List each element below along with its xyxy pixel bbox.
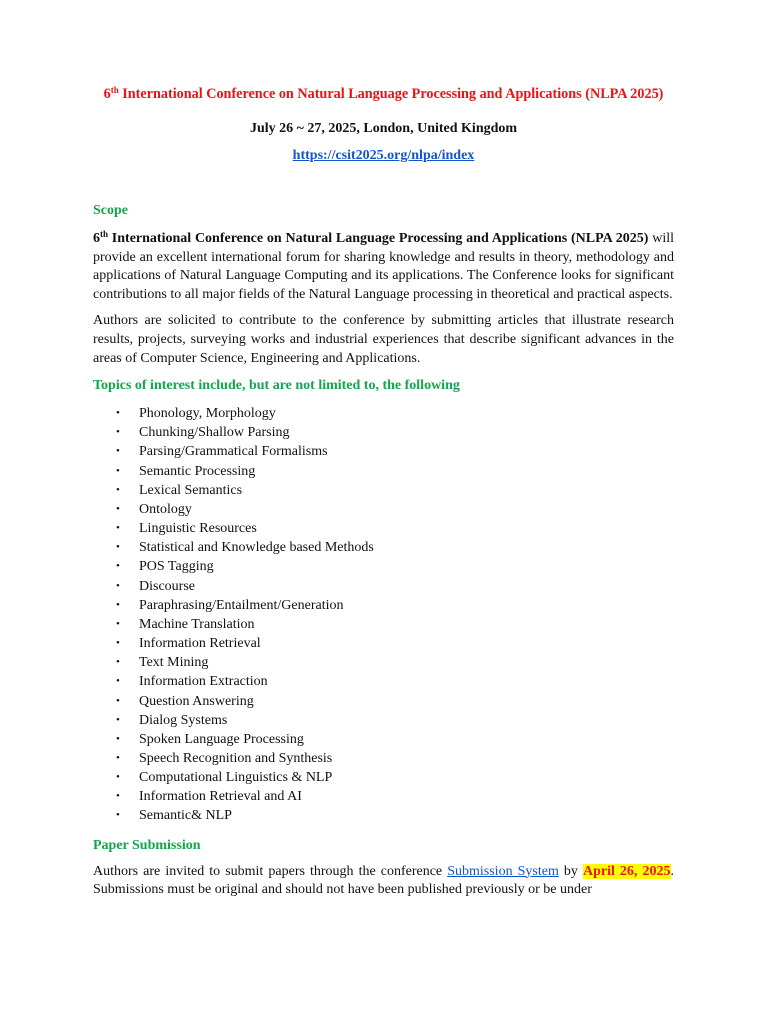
bullet-icon: • — [116, 675, 120, 688]
scope-heading: Scope — [93, 203, 128, 218]
conference-url-link[interactable]: https://csit2025.org/nlpa/index — [292, 148, 475, 163]
list-item — [116, 423, 674, 442]
scope-ordinal: 6 — [93, 231, 100, 246]
bullet-icon: • — [116, 694, 120, 707]
conference-dates-location: July 26 ~ 27, 2025, London, United Kingdom — [249, 121, 518, 136]
title-text: International Conference on Natural Language Processing and Applications (NLPA 2025) — [118, 86, 664, 102]
authors-paragraph: Authors are solicited to contribute to the conference by submitting articles that illustrate research results, projects, surveying works and industrial experiences that describe significant advances in the areas of Computer Science, Engineering and Applications. — [93, 313, 674, 366]
scope-paragraph — [93, 230, 674, 304]
submission-text-after: . Submissions must be original and should not have been published previously or be under — [93, 863, 674, 898]
scope-description: will provide an excellent international forum for sharing knowledge and results in theory, methodology and applications of Natural Language Computing and its applications. The Conference looks for significant contributions to all major fields of the Natural Language processing in theoretical and practical aspects. — [93, 231, 675, 302]
topic-label: Lexical Semantics — [139, 482, 243, 498]
list-item — [116, 787, 674, 806]
bullet-icon: • — [116, 426, 120, 439]
list-item — [116, 634, 674, 653]
list-item — [116, 519, 674, 538]
list-item — [116, 768, 674, 787]
list-item — [116, 806, 674, 825]
topics-heading: Topics of interest include, but are not limited to, the following — [93, 378, 460, 394]
topic-label: Parsing/Grammatical Formalisms — [139, 444, 328, 460]
list-item — [116, 404, 674, 423]
topic-label: Statistical and Knowledge based Methods — [139, 540, 374, 556]
list-item — [116, 500, 674, 519]
topic-label: Computational Linguistics & NLP — [139, 770, 333, 786]
bullet-icon: • — [116, 713, 120, 726]
title-ordinal: 6 — [103, 86, 111, 102]
topic-label: Text Mining — [139, 655, 209, 671]
list-item — [116, 730, 674, 749]
list-item — [116, 692, 674, 711]
bullet-icon: • — [116, 522, 120, 535]
topic-label: Discourse — [139, 578, 195, 594]
topic-label: Ontology — [139, 501, 192, 517]
topic-label: Information Extraction — [139, 674, 268, 690]
topic-label: Question Answering — [139, 693, 254, 709]
bullet-icon: • — [116, 790, 120, 803]
topic-label: Semantic& NLP — [139, 808, 232, 824]
topic-label: Linguistic Resources — [139, 521, 257, 537]
bullet-icon: • — [116, 579, 120, 592]
bullet-icon: • — [116, 541, 120, 554]
paper-submission-heading: Paper Submission — [93, 837, 201, 853]
list-item — [116, 557, 674, 576]
list-item — [116, 672, 674, 691]
conference-url-line — [93, 147, 674, 164]
topic-label: Information Retrieval — [139, 636, 261, 652]
submission-text-middle: by — [558, 863, 583, 879]
scope-conference-name — [93, 231, 648, 246]
topic-label: Chunking/Shallow Parsing — [139, 425, 290, 441]
bullet-icon: • — [116, 483, 120, 496]
submission-deadline: April 26, 2025 — [582, 863, 671, 879]
topic-label: Phonology, Morphology — [139, 406, 276, 422]
topic-label: Machine Translation — [139, 616, 255, 632]
list-item — [116, 749, 674, 768]
scope-ordinal-suffix: th — [100, 229, 109, 239]
topics-list — [93, 404, 674, 825]
list-item — [116, 442, 674, 461]
bullet-icon: • — [116, 560, 120, 573]
bullet-icon: • — [116, 809, 120, 822]
topic-label: POS Tagging — [139, 559, 214, 575]
topic-label: Information Retrieval and AI — [139, 789, 302, 805]
bullet-icon: • — [116, 637, 120, 650]
bullet-icon: • — [116, 732, 120, 745]
list-item — [116, 577, 674, 596]
topic-label: Spoken Language Processing — [139, 731, 304, 747]
scope-conference-text: International Conference on Natural Language Processing and Applications (NLPA 2025) — [108, 231, 649, 246]
bullet-icon: • — [116, 464, 120, 477]
bullet-icon: • — [116, 407, 120, 420]
list-item — [116, 615, 674, 634]
bullet-icon: • — [116, 445, 120, 458]
list-item — [116, 596, 674, 615]
bullet-icon: • — [116, 598, 120, 611]
bullet-icon: • — [116, 751, 120, 764]
conference-title — [93, 86, 674, 103]
bullet-icon: • — [116, 771, 120, 784]
bullet-icon: • — [116, 656, 120, 669]
list-item — [116, 711, 674, 730]
paper-submission-paragraph — [93, 863, 674, 900]
topic-label: Speech Recognition and Synthesis — [139, 750, 333, 766]
list-item — [116, 462, 674, 481]
list-item — [116, 481, 674, 500]
submission-text-before: Authors are invited to submit papers through the conference — [93, 863, 448, 879]
title-ordinal-suffix: th — [110, 85, 119, 95]
list-item — [116, 538, 674, 557]
list-item — [116, 653, 674, 672]
topic-label: Semantic Processing — [139, 463, 256, 479]
submission-system-link[interactable]: Submission System — [447, 863, 559, 879]
topic-label: Dialog Systems — [139, 712, 228, 728]
bullet-icon: • — [116, 617, 120, 630]
topic-label: Paraphrasing/Entailment/Generation — [139, 597, 344, 613]
bullet-icon: • — [116, 502, 120, 515]
